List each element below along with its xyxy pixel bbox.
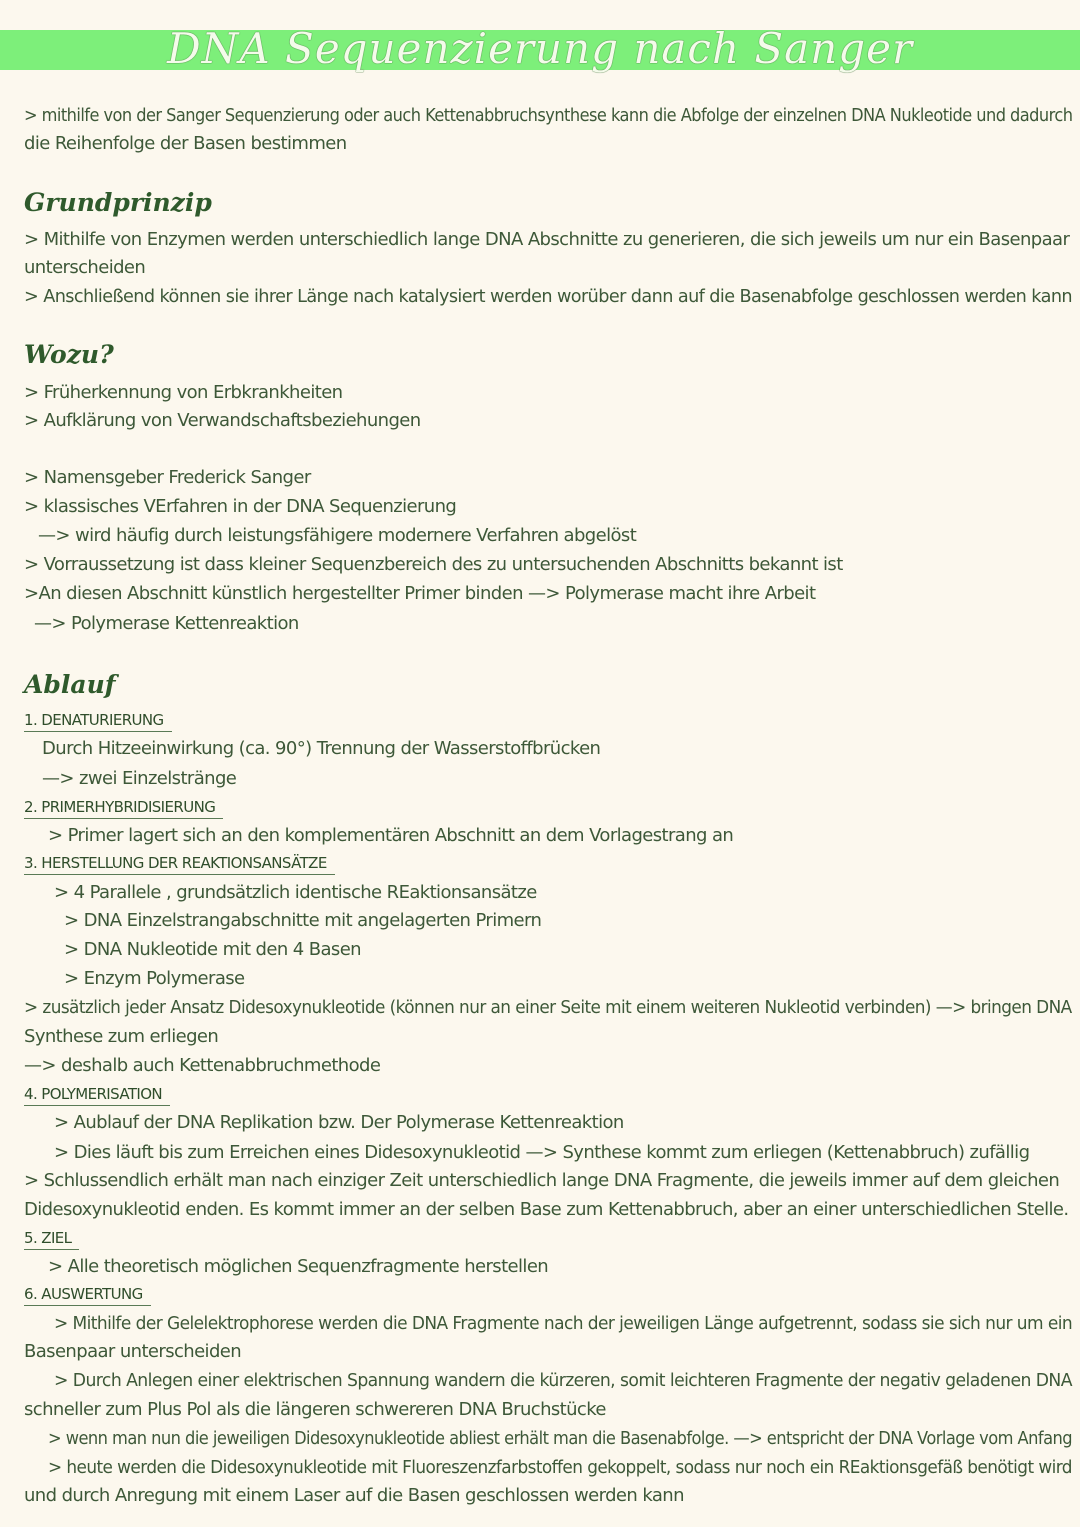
text-line: Basenpaar unterscheiden [24,1341,242,1362]
text-line: > Anschließend können sie ihrer Länge nach katalysiert werden worüber dann auf die Basenabfolge geschlossen werden kann [24,286,1073,307]
step-title: 2. PRIMERHYBRIDISIERUNG [24,796,223,819]
text-line: > Dies läuft bis zum Erreichen eines Didesoxynukleotid —> Synthese kommt zum erliegen (Kettenabbruch) zufällig [54,1142,1030,1163]
heading-grundprinzip: Grundprinzip [24,188,212,217]
text-line: > Alle theoretisch möglichen Sequenzfragmente herstellen [48,1256,549,1277]
intro-line: > mithilfe von der Sanger Sequenzierung oder auch Kettenabbruchsynthese kann die Abfolge der einzelnen DNA Nukleotide und dadurch [24,105,1073,126]
text-line: —> wird häufig durch leistungsfähigere modernere Verfahren abgelöst [38,525,637,546]
text-line: > Aufklärung von Verwandschaftsbeziehungen [24,410,421,431]
text-line: > klassisches VErfahren in der DNA Sequenzierung [24,496,457,517]
text-line: > Enzym Polymerase [64,968,245,989]
step-title: 3. HERSTELLUNG DER REAKTIONSANSÄTZE [24,852,335,875]
heading-ablauf: Ablauf [24,670,116,699]
page-title: DNA Sequenzierung nach Sanger [166,24,914,73]
text-line: > Vorraussetzung ist dass kleiner Sequenzbereich des zu untersuchenden Abschnitts bekannt ist [24,554,843,575]
text-line: unterscheiden [24,257,146,278]
text-line: > Schlussendlich erhält man nach einziger Zeit unterschiedlich lange DNA Fragmente, die jeweils immer auf dem gleichen [24,1170,1060,1191]
step-title: 5. ZIEL [24,1227,79,1250]
text-line: > Mithilfe von Enzymen werden unterschiedlich lange DNA Abschnitte zu generieren, die sich jeweils um nur ein Basenpaar [24,229,1070,250]
text-line: > Primer lagert sich an den komplementären Abschnitt an dem Vorlagestrang an [48,825,734,846]
text-line: > DNA Nukleotide mit den 4 Basen [64,939,361,960]
text-line: —> deshalb auch Kettenabbruchmethode [24,1055,381,1076]
text-line: > heute werden die Didesoxynukleotide mit Fluoreszenzfarbstoffen gekoppelt, sodass nur noch ein REaktionsgefäß benötigt wird [48,1457,1072,1478]
text-line: > DNA Einzelstrangabschnitte mit angelagerten Primern [64,910,542,931]
text-line: > Mithilfe der Gelelektrophorese werden die DNA Fragmente nach der jeweiligen Länge aufgetrennt, sodass sie sich nur um ein [54,1313,1073,1334]
step-title: 1. DENATURIERUNG [24,709,172,732]
text-line: und durch Anregung mit einem Laser auf die Basen geschlossen werden kann [24,1485,684,1506]
step-title: 4. POLYMERISATION [24,1083,170,1106]
text-line: —> zwei Einzelstränge [42,768,237,789]
text-line: Didesoxynukleotid enden. Es kommt immer an der selben Base zum Kettenabbruch, aber an einer unterschiedlichen Stelle. [24,1199,1069,1220]
text-line: > Durch Anlegen einer elektrischen Spannung wandern die kürzeren, somit leichteren Fragmente der negativ geladenen DNA [54,1370,1072,1391]
text-line: schneller zum Plus Pol als die längeren schwereren DNA Bruchstücke [24,1399,606,1420]
text-line: Synthese zum erliegen [24,1026,219,1047]
text-line: —> Polymerase Kettenreaktion [34,613,299,634]
text-line: > Namensgeber Frederick Sanger [24,467,311,488]
text-line: > Früherkennung von Erbkrankheiten [24,382,343,403]
text-line: >An diesen Abschnitt künstlich hergestellter Primer binden —> Polymerase macht ihre Arbeit [24,583,816,604]
text-line: > wenn man nun die jeweiligen Didesoxynukleotide abliest erhält man die Basenabfolge. —> entspricht der DNA Vorlage vom Anfang [48,1428,1073,1449]
text-line: Durch Hitzeeinwirkung (ca. 90°) Trennung der Wasserstoffbrücken [42,738,601,759]
step-title: 6. AUSWERTUNG [24,1283,151,1306]
heading-wozu: Wozu? [24,340,114,369]
text-line: > zusätzlich jeder Ansatz Didesoxynukleotide (können nur an einer Seite mit einem weiteren Nukleotid verbinden) —> bringen DNA [24,997,1072,1018]
text-line: > Aublauf der DNA Replikation bzw. Der Polymerase Kettenreaktion [54,1112,624,1133]
text-line: > 4 Parallele , grundsätzlich identische REaktionsansätze [54,882,537,903]
intro-line: die Reihenfolge der Basen bestimmen [24,133,347,154]
